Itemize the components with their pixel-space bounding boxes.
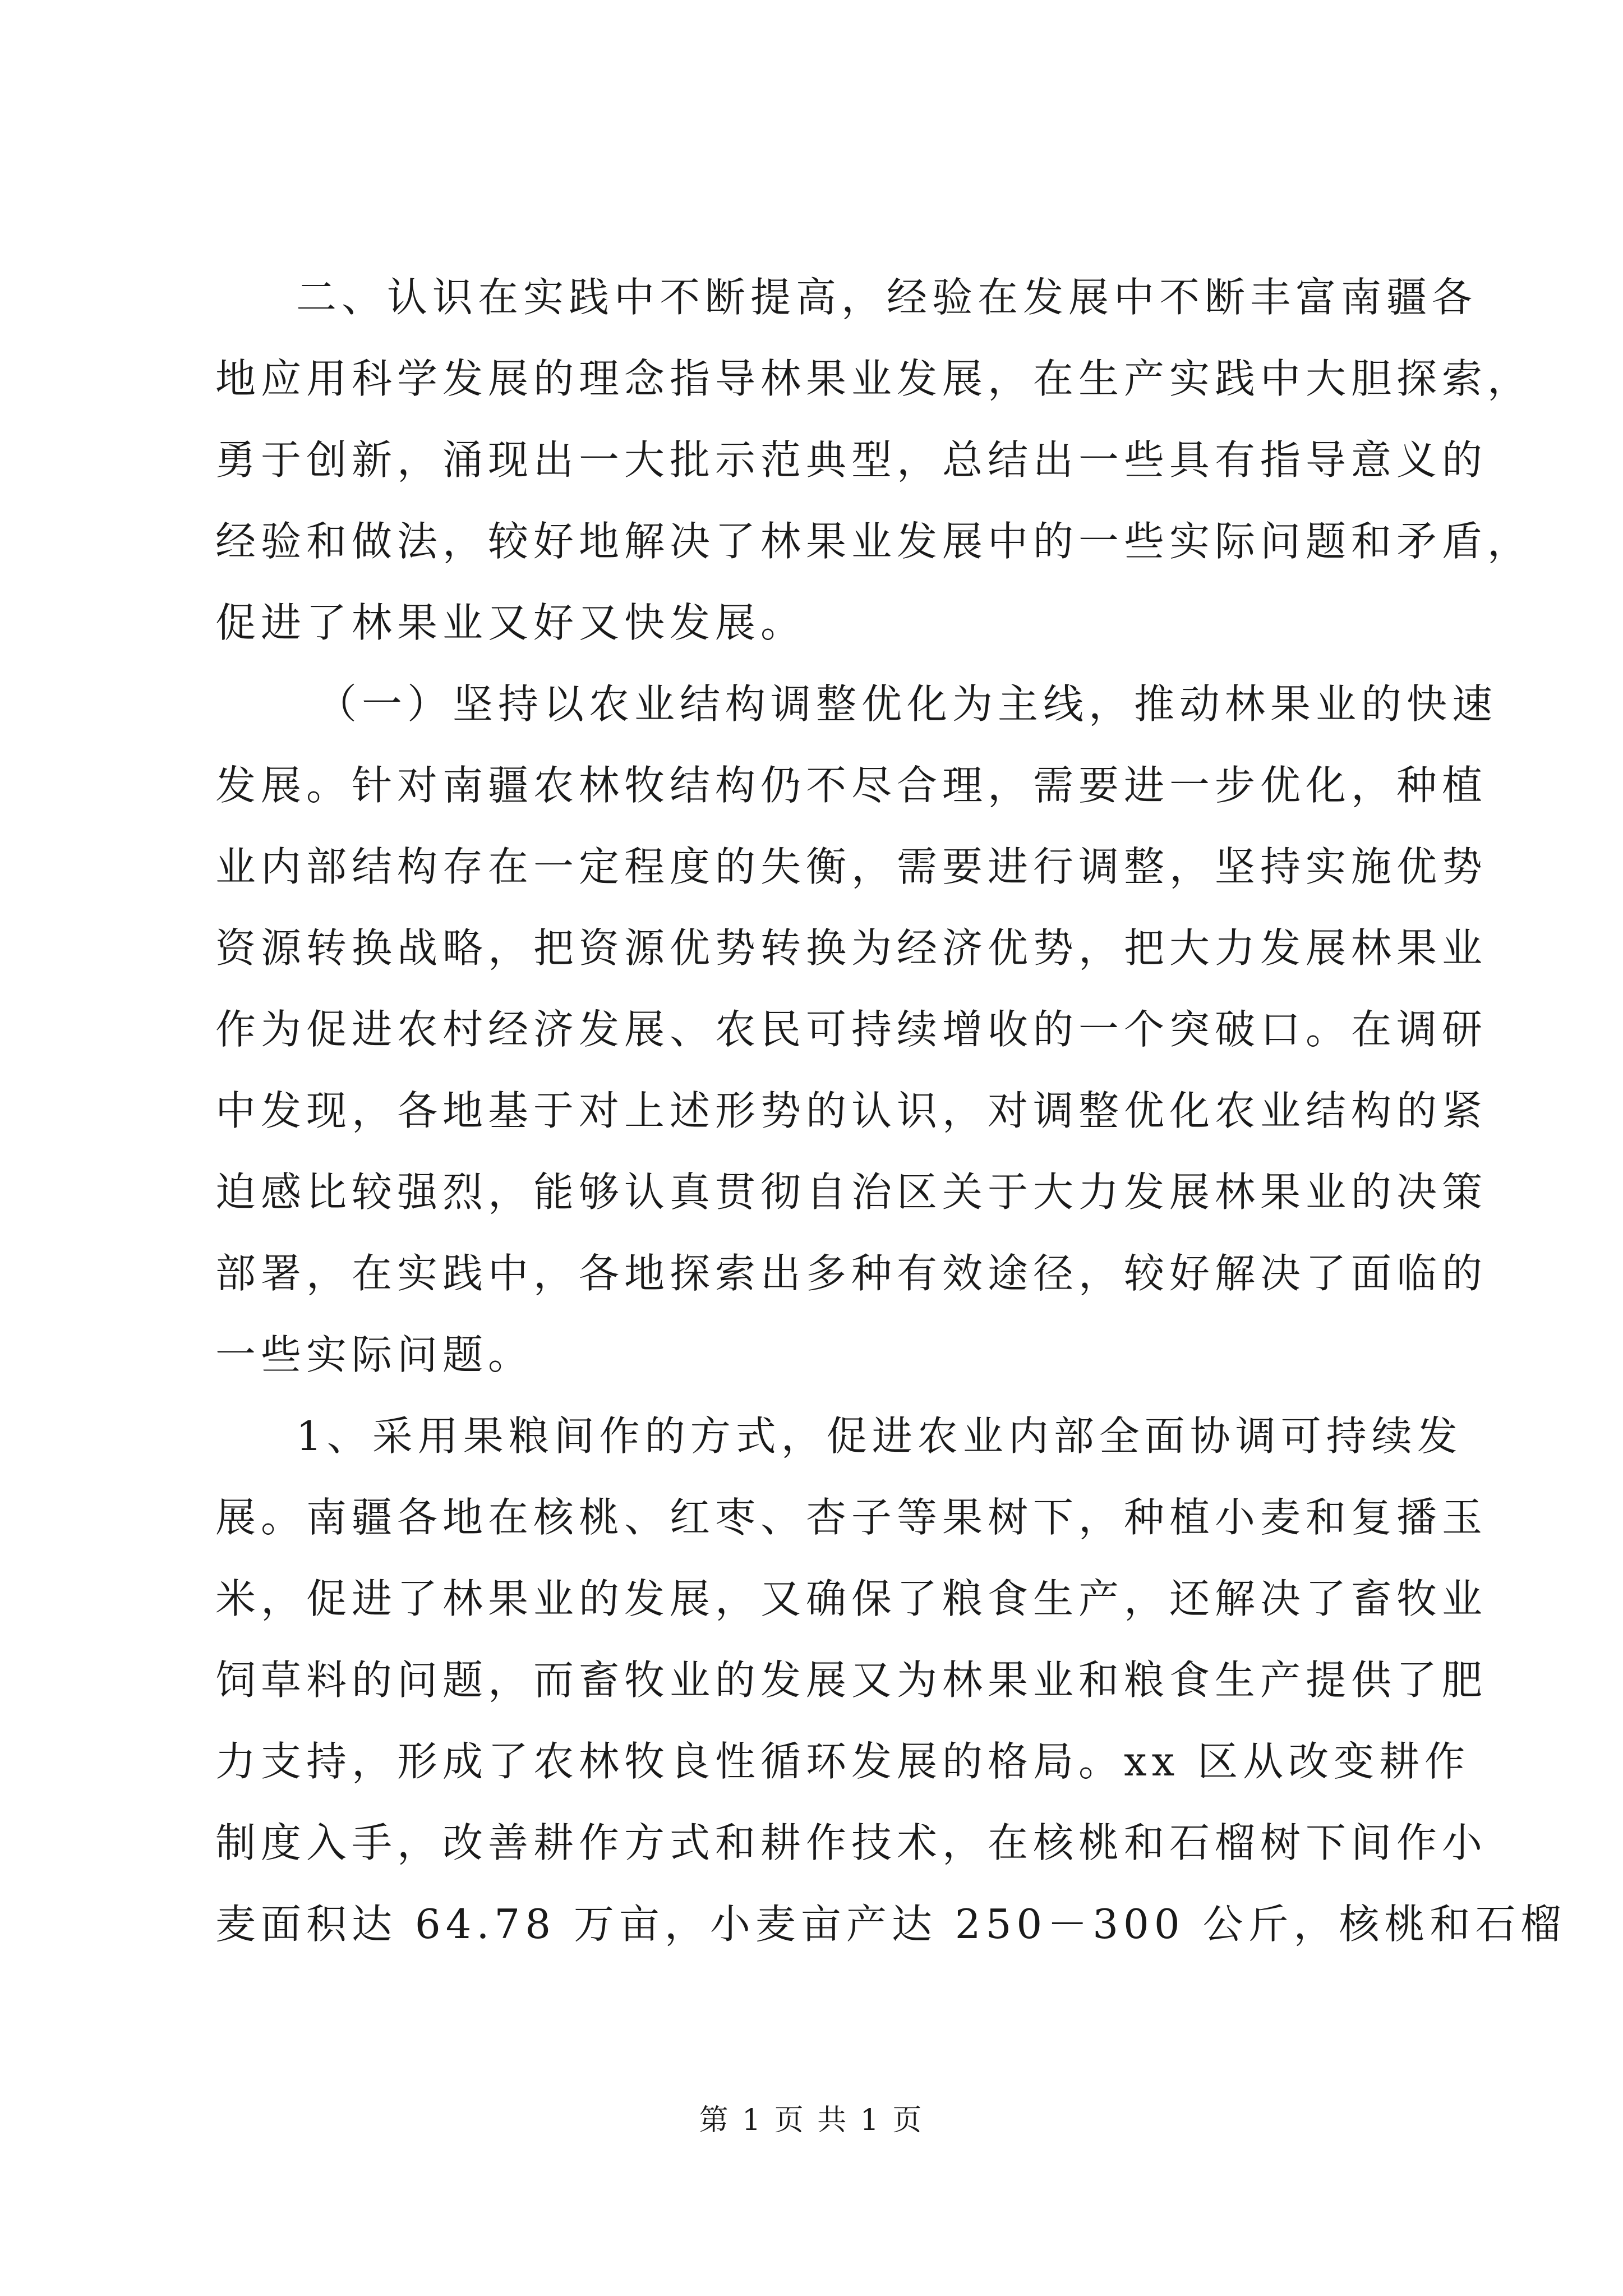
document-body — [215, 257, 1566, 1965]
text-line: 麦面积达 64.78 万亩，小麦亩产达 250－300 公斤，核桃和石榴 — [215, 1901, 1566, 1948]
text-line: 勇于创新，涌现出一大批示范典型，总结出一些具有指导意义的 — [215, 436, 1488, 484]
text-line: 力支持，形成了农林牧良性循环发展的格局。xx 区从改变耕作 — [215, 1738, 1470, 1785]
paragraph-2 — [215, 664, 1498, 1396]
text-line: 一些实际问题。 — [215, 1331, 534, 1378]
text-line: 经验和做法，较好地解决了林果业发展中的一些实际问题和矛盾， — [215, 518, 1533, 565]
text-line: 制度入手，改善耕作方式和耕作技术，在核桃和石榴树下间作小 — [215, 1819, 1488, 1866]
text-line: 米，促进了林果业的发展，又确保了粮食生产，还解决了畜牧业 — [215, 1575, 1488, 1622]
text-line: 促进了林果业又好又快发展。 — [215, 599, 806, 646]
page-footer: 第 1 页 共 1 页 — [699, 2104, 924, 2137]
paragraph-1 — [215, 257, 1533, 664]
paragraph-3 — [215, 1396, 1566, 1965]
text-line: 1、采用果粮间作的方式，促进农业内部全面协调可持续发 — [296, 1412, 1463, 1460]
text-line: 部署，在实践中，各地探索出多种有效途径，较好解决了面临的 — [215, 1250, 1488, 1297]
text-line: 中发现，各地基于对上述形势的认识，对调整优化农业结构的紧 — [215, 1087, 1488, 1134]
text-line: （一）坚持以农业结构调整优化为主线，推动林果业的快速 — [316, 680, 1498, 728]
text-line: 资源转换战略，把资源优势转换为经济优势，把大力发展林果业 — [215, 924, 1488, 972]
text-line: 地应用科学发展的理念指导林果业发展，在生产实践中大胆探索， — [215, 355, 1533, 402]
text-line: 展。南疆各地在核桃、红枣、杏子等果树下，种植小麦和复播玉 — [215, 1494, 1488, 1541]
text-line: 业内部结构存在一定程度的失衡，需要进行调整，坚持实施优势 — [215, 843, 1488, 890]
text-line: 作为促进农村经济发展、农民可持续增收的一个突破口。在调研 — [215, 1006, 1488, 1053]
text-line: 二、认识在实践中不断提高，经验在发展中不断丰富南疆各 — [296, 274, 1478, 321]
text-line: 饲草料的问题，而畜牧业的发展又为林果业和粮食生产提供了肥 — [215, 1657, 1488, 1704]
text-line: 迫感比较强烈，能够认真贯彻自治区关于大力发展林果业的决策 — [215, 1168, 1488, 1216]
text-line: 发展。针对南疆农林牧结构仍不尽合理，需要进一步优化，种植 — [215, 762, 1488, 809]
